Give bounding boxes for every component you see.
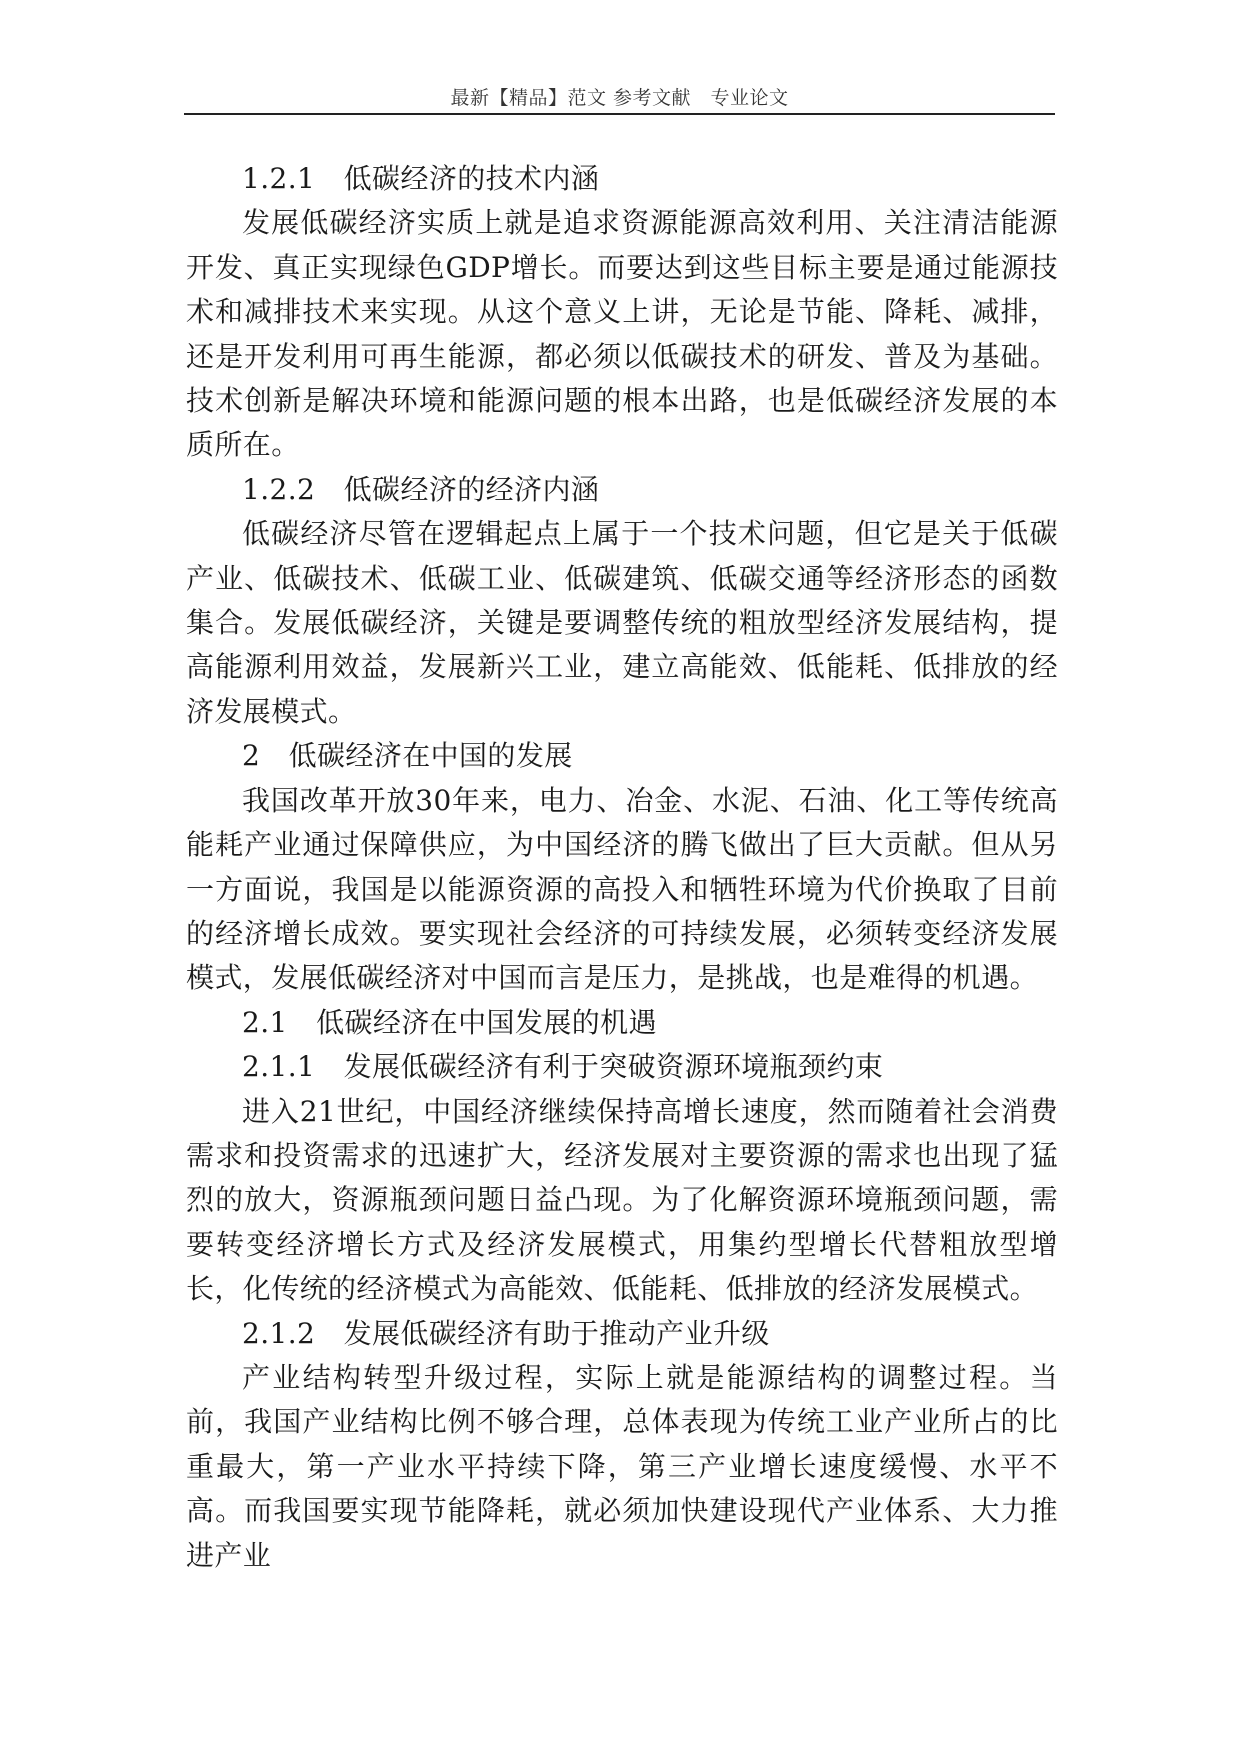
- header-rule: [184, 113, 1055, 115]
- body-paragraph: 进入21世纪，中国经济继续保持高增长速度，然而随着社会消费需求和投资需求的迅速扩大，经济发展对主要资源的需求也出现了猛烈的放大，资源瓶颈问题日益凸现。为了化解资源环境瓶颈问题，需要转变经济增长方式及经济发展模式，用集约型增长代替粗放型增长，化传统的经济模式为高能效、低能耗、低排放的经济发展模式。: [186, 1094, 1058, 1306]
- section-heading-2-1: 2.1 低碳经济在中国发展的机遇: [242, 1005, 657, 1039]
- body-paragraph: 低碳经济尽管在逻辑起点上属于一个技术问题，但它是关于低碳产业、低碳技术、低碳工业、低碳建筑、低碳交通等经济形态的函数集合。发展低碳经济，关键是要调整传统的粗放型经济发展结构，提高能源利用效益，发展新兴工业，建立高能效、低能耗、低排放的经济发展模式。: [186, 517, 1058, 728]
- section-heading-1-2-1: 1.2.1 低碳经济的技术内涵: [242, 162, 600, 195]
- section-heading-2-1-2: 2.1.2 发展低碳经济有助于推动产业升级: [242, 1316, 770, 1350]
- body-paragraph: 发展低碳经济实质上就是追求资源能源高效利用、关注清洁能源开发、真正实现绿色GDP增长。而要达到这些目标主要是通过能源技术和减排技术来实现。从这个意义上讲，无论是节能、降耗、减排，还是开发利用可再生能源，都必须以低碳技术的研发、普及为基础。技术创新是解决环境和能源问题的根本出路，也是低碳经济发展的本质所在。: [186, 206, 1058, 462]
- section-heading-1-2-2: 1.2.2 低碳经济的经济内涵: [242, 472, 600, 506]
- body-paragraph: 产业结构转型升级过程，实际上就是能源结构的调整过程。当前，我国产业结构比例不够合理，总体表现为传统工业产业所占的比重最大，第一产业水平持续下降，第三产业增长速度缓慢、水平不高。而我国要实现节能降耗，就必须加快建设现代产业体系、大力推进产业: [186, 1360, 1058, 1572]
- section-heading-2-1-1: 2.1.1 发展低碳经济有利于突破资源环境瓶颈约束: [242, 1050, 884, 1084]
- running-header: 最新【精品】范文 参考文献 专业论文: [450, 87, 789, 109]
- section-heading-2: 2 低碳经济在中国的发展: [242, 739, 573, 773]
- body-paragraph: 我国改革开放30年来，电力、冶金、水泥、石油、化工等传统高能耗产业通过保障供应，为中国经济的腾飞做出了巨大贡献。但从另一方面说，我国是以能源资源的高投入和牺牲环境为代价换取了目前的经济增长成效。要实现社会经济的可持续发展，必须转变经济发展模式，发展低碳经济对中国而言是压力，是挑战，也是难得的机遇。: [186, 783, 1058, 995]
- document-body: [186, 157, 1058, 1578]
